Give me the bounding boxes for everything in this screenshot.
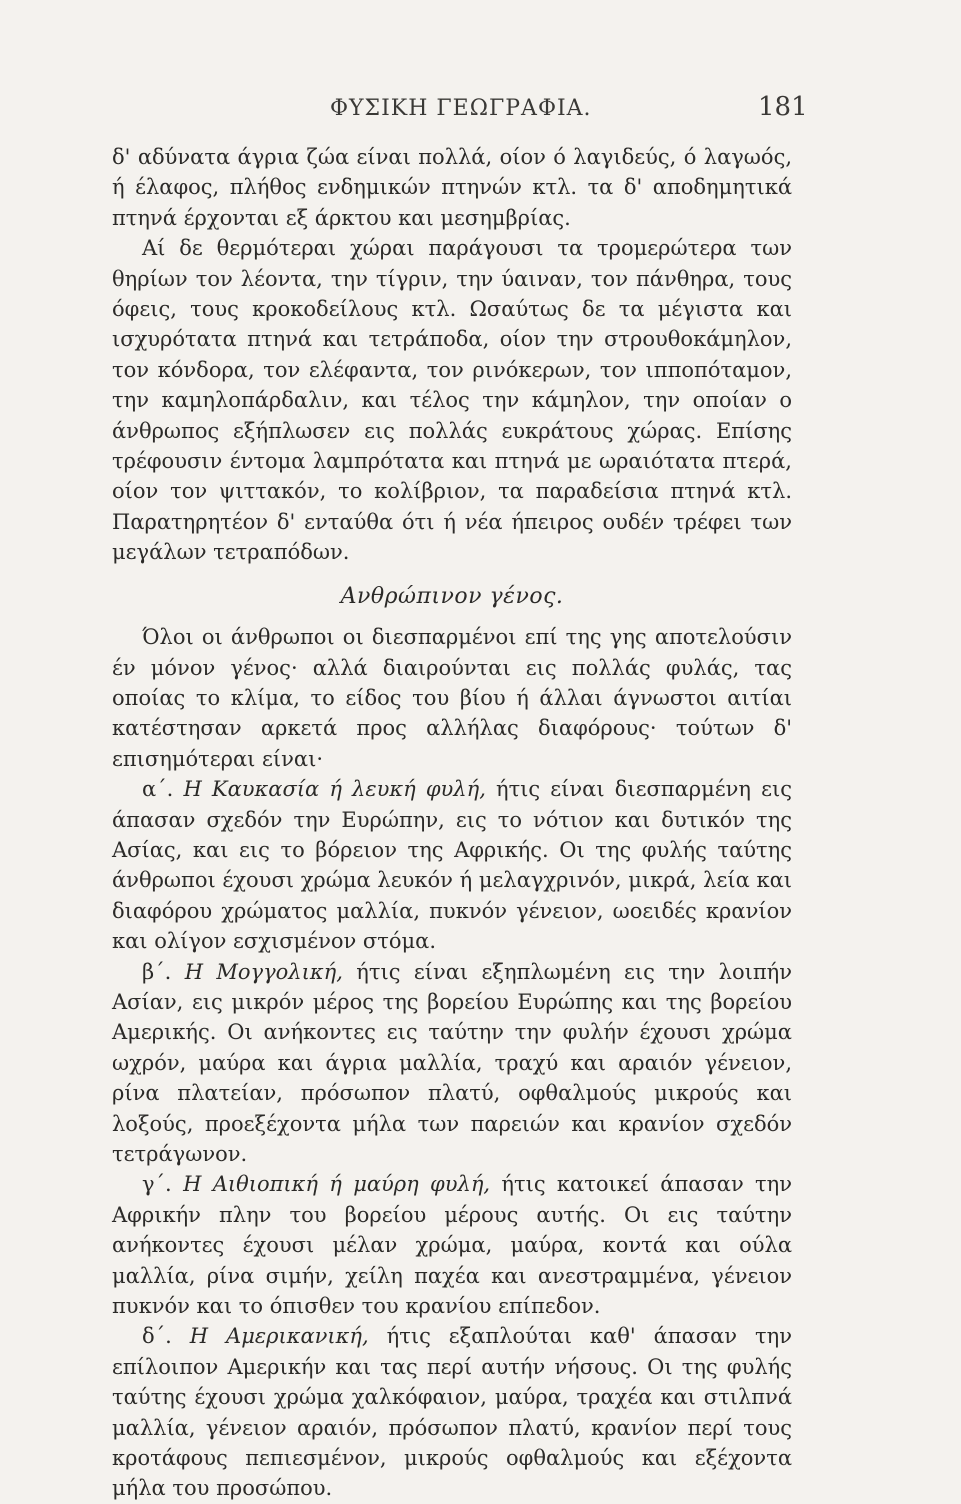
- race-label: δ΄.: [142, 1324, 172, 1349]
- paragraph-intro: Όλοι οι άνθρωποι οι διεσπαρμένοι επί της γης αποτελούσιν έν μόνον γένος· αλλά διαιρούνται εις πολλάς φυλάς, τας οποίας το κλίμα, το είδος του βίου ή άλλαι άγνωστοι αιτίαι κατέστησαν αρκετά προς αλλήλας διαφόρους· τούτων δ' επισημότεραι είναι·: [112, 625, 792, 771]
- running-head: ΦΥΣΙΚΗ ΓΕΩΓΡΑΦΙΑ.: [330, 96, 592, 121]
- body-text: [112, 142, 792, 1504]
- paragraph-animals: Αί δε θερμότεραι χώραι παράγουσι τα τρομερώτερα των θηρίων τον λέοντα, την τίγριν, την ύαιναν, τον πάνθηρα, τους όφεις, τους κροκοδείλους κτλ. Ωσαύτως δε τα μέγιστα και ισχυρότατα πτηνά και τετράποδα, οίον την στρουθοκάμηλον, τον κόνδορα, τον ελέφαντα, τον ρινόκερων, τον ιπποπόταμον, την καμηλοπάρδαλιν, και τέλος την κάμηλον, την οποίαν ο άνθρωπος εξήπλωσεν εις πολλάς ευκράτους χώρας. Επίσης τρέφουσιν έντομα λαμπρότατα και πτηνά με ωραιότατα πτερά, οίον τον ψιττακόν, το κολίβριον, τα παραδείσια πτηνά κτλ. Παρατηρητέον δ' ενταύθα ότι ή νέα ήπειρος ουδέν τρέφει των μεγάλων τετραπόδων.: [112, 236, 792, 565]
- race-text: ήτις κατοικεί άπασαν την Αφρικήν πλην του βορείου μέρους αυτής. Οι εις ταύτην ανήκοντες έχουσι μέλαν χρώμα, μαύρα, κοντά και ούλα μαλλία, ρίνα σιμήν, χείλη παχέα και ανεστραμμένα, γένειον πυκνόν και το όπισθεν του κρανίου επίπεδον.: [112, 1172, 793, 1319]
- race-label: γ΄.: [142, 1172, 172, 1197]
- race-text: ήτις είναι διεσπαρμένη εις άπασαν σχεδόν την Ευρώπην, εις το νότιον και δυτικόν της Ασίας, και εις το βόρειον της Αφρικής. Οι της φυλής ταύτης άνθρωποι έχουσι χρώμα λευκόν ή μελαγχρινόν, μικρά, λεία και διαφόρου χρώματος μαλλία, πυκνόν γένειον, ωοειδές κρανίον και ολίγον εσχισμένον στόμα.: [112, 777, 792, 954]
- paragraph-continuation: δ' αδύνατα άγρια ζώα είναι πολλά, οίον ό λαγιδεύς, ό λαγωός, ή έλαφος, πλήθος ενδημικών πτηνών κτλ. τα δ' αποδημητικά πτηνά έρχονται εξ άρκτου και μεσημβρίας.: [112, 145, 792, 230]
- section-title: Ανθρώπινον γένος.: [340, 583, 564, 609]
- race-name: Η Αμερικανική,: [189, 1324, 369, 1349]
- race-text: ήτις είναι εξηπλωμένη εις την λοιπήν Ασίαν, εις μικρόν μέρος της βορείου Ευρώπης και της βορείου Αμερικής. Οι ανήκοντες εις ταύτην την φυλήν έχουσι χρώμα ωχρόν, μαύρα και άγρια μαλλία, τραχύ και αραιόν γένειον, ρίνα πλατείαν, πρόσωπον πλατύ, οφθαλμούς μικρούς και λοξούς, προεξέχοντα μήλα των παρειών και κρανίον σχεδόν τετράγωνον.: [112, 959, 792, 1166]
- page-number: 181: [758, 92, 808, 122]
- race-name: Η Καυκασία ή λευκή φυλή,: [183, 777, 486, 802]
- race-paragraph: [112, 1321, 792, 1503]
- race-name: Η Αιθιοπική ή μαύρη φυλή,: [183, 1172, 491, 1197]
- race-paragraph: [112, 774, 792, 956]
- race-paragraph: [112, 957, 792, 1170]
- race-label: α΄.: [142, 777, 174, 802]
- race-name: Η Μογγολική,: [184, 959, 343, 984]
- race-text: ήτις εξαπλούται καθ' άπασαν την επίλοιπον Αμερικήν και τας περί αυτήν νήσους. Οι της φυλής ταύτης έχουσι χρώμα χαλκόφαιον, μαύρα, τραχέα και στιλπνά μαλλία, γένειον αραιόν, πρόσωπον πλατύ, κρανίον περί τους κροτάφους πεπιεσμένον, μικρούς οφθαλμούς και εξέχοντα μήλα του προσώπου.: [112, 1324, 792, 1501]
- race-paragraph: [112, 1169, 792, 1321]
- race-label: β΄.: [142, 959, 172, 984]
